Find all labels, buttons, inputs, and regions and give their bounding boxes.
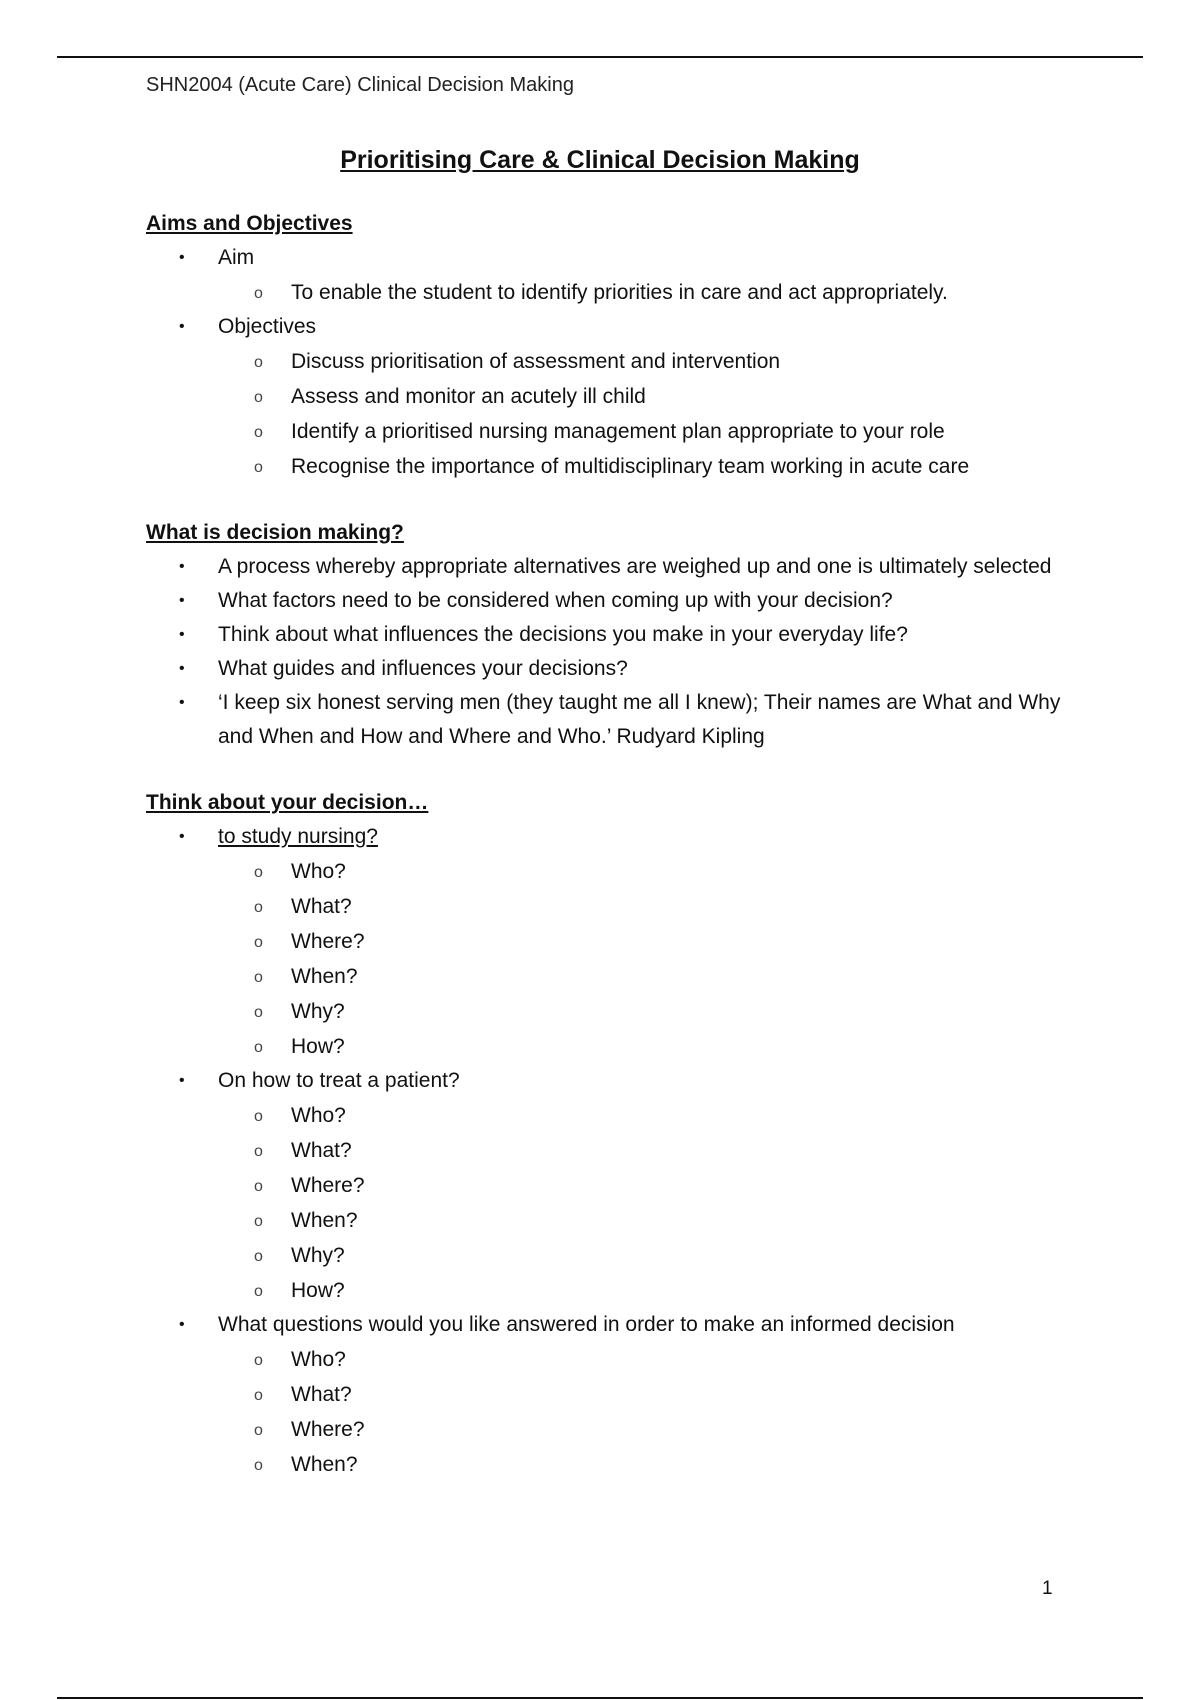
page-number: 1 (1042, 1578, 1053, 1599)
aim-label: Aim (218, 246, 255, 269)
decision-heading: What is decision making? (146, 521, 404, 544)
bullet-icon: • (179, 1072, 185, 1089)
list-item: o When? (146, 1447, 1076, 1482)
list-item: o Recognise the importance of multidisciplinary team working in acute care (146, 449, 1076, 484)
list-item: o Who? (146, 1098, 1076, 1133)
circle-bullet-icon: o (254, 1352, 263, 1369)
circle-bullet-icon: o (254, 1039, 263, 1056)
list-item: o What? (146, 1133, 1076, 1168)
circle-bullet-icon: o (254, 969, 263, 986)
list-item (146, 1064, 1076, 1308)
running-header: SHN2004 (Acute Care) Clinical Decision Making (146, 74, 574, 96)
decision-section (146, 516, 1076, 754)
footer-rule (57, 1697, 1143, 1699)
aims-section (146, 207, 1076, 484)
list-item (146, 820, 1076, 1064)
study-sublist (218, 854, 1076, 1064)
list-item: o Why? (146, 1238, 1076, 1273)
circle-bullet-icon: o (254, 1248, 263, 1265)
list-item: o Identify a prioritised nursing management plan appropriate to your role (146, 414, 1076, 449)
bullet-icon: • (179, 828, 185, 845)
think-heading: Think about your decision… (146, 791, 429, 814)
page-title: Prioritising Care & Clinical Decision Making (340, 146, 860, 174)
circle-bullet-icon: o (254, 1108, 263, 1125)
think-section (146, 786, 1076, 1482)
list-item: o What? (146, 1377, 1076, 1412)
list-item (146, 310, 1076, 484)
list-item: o When? (146, 959, 1076, 994)
treat-sublist (218, 1098, 1076, 1308)
circle-bullet-icon: o (254, 1213, 263, 1230)
list-item: • What guides and influences your decisions? (146, 652, 1076, 686)
circle-bullet-icon: o (254, 285, 263, 302)
circle-bullet-icon: o (254, 864, 263, 881)
aims-heading: Aims and Objectives (146, 212, 353, 235)
list-item: o Who? (146, 1342, 1076, 1377)
list-item: o Why? (146, 994, 1076, 1029)
header-rule (57, 56, 1143, 58)
list-item: o How? (146, 1273, 1076, 1308)
circle-bullet-icon: o (254, 459, 263, 476)
list-item: o How? (146, 1029, 1076, 1064)
treat-label: On how to treat a patient? (218, 1069, 460, 1092)
list-item: o Assess and monitor an acutely ill child (146, 379, 1076, 414)
objectives-sublist (218, 344, 1076, 484)
questions-sublist (218, 1342, 1076, 1482)
bullet-icon: • (179, 592, 185, 609)
circle-bullet-icon: o (254, 1283, 263, 1300)
decision-list (146, 550, 1076, 754)
circle-bullet-icon: o (254, 1422, 263, 1439)
list-item: o When? (146, 1203, 1076, 1238)
circle-bullet-icon: o (254, 424, 263, 441)
list-item: • What factors need to be considered when coming up with your decision? (146, 584, 1076, 618)
document-body (146, 207, 1076, 1514)
list-item: o Who? (146, 854, 1076, 889)
bullet-icon: • (179, 249, 185, 266)
circle-bullet-icon: o (254, 1178, 263, 1195)
circle-bullet-icon: o (254, 899, 263, 916)
circle-bullet-icon: o (254, 1004, 263, 1021)
list-item (146, 1308, 1076, 1482)
circle-bullet-icon: o (254, 389, 263, 406)
list-item: o To enable the student to identify priorities in care and act appropriately. (146, 275, 1076, 310)
study-label: to study nursing? (218, 825, 378, 848)
circle-bullet-icon: o (254, 354, 263, 371)
aim-sublist (218, 275, 1076, 310)
bullet-icon: • (179, 626, 185, 643)
bullet-icon: • (179, 318, 185, 335)
circle-bullet-icon: o (254, 934, 263, 951)
bullet-icon: • (179, 660, 185, 677)
aims-list (146, 241, 1076, 484)
list-item: o Where? (146, 924, 1076, 959)
list-item (146, 241, 1076, 310)
circle-bullet-icon: o (254, 1457, 263, 1474)
think-list (146, 820, 1076, 1482)
list-item: • ‘I keep six honest serving men (they taught me all I knew); Their names are What and Why and When and How and Where and Who.’ Rudyard Kipling (146, 686, 1076, 754)
list-item: • Think about what influences the decisions you make in your everyday life? (146, 618, 1076, 652)
bullet-icon: • (179, 694, 185, 711)
list-item: • A process whereby appropriate alternatives are weighed up and one is ultimately selected (146, 550, 1076, 584)
bullet-icon: • (179, 558, 185, 575)
list-item: o Where? (146, 1168, 1076, 1203)
list-item: o Discuss prioritisation of assessment and intervention (146, 344, 1076, 379)
circle-bullet-icon: o (254, 1387, 263, 1404)
bullet-icon: • (179, 1316, 185, 1333)
list-item: o Where? (146, 1412, 1076, 1447)
list-item: o What? (146, 889, 1076, 924)
circle-bullet-icon: o (254, 1143, 263, 1160)
questions-label: What questions would you like answered in order to make an informed decision (218, 1313, 955, 1336)
objectives-label: Objectives (218, 315, 317, 338)
